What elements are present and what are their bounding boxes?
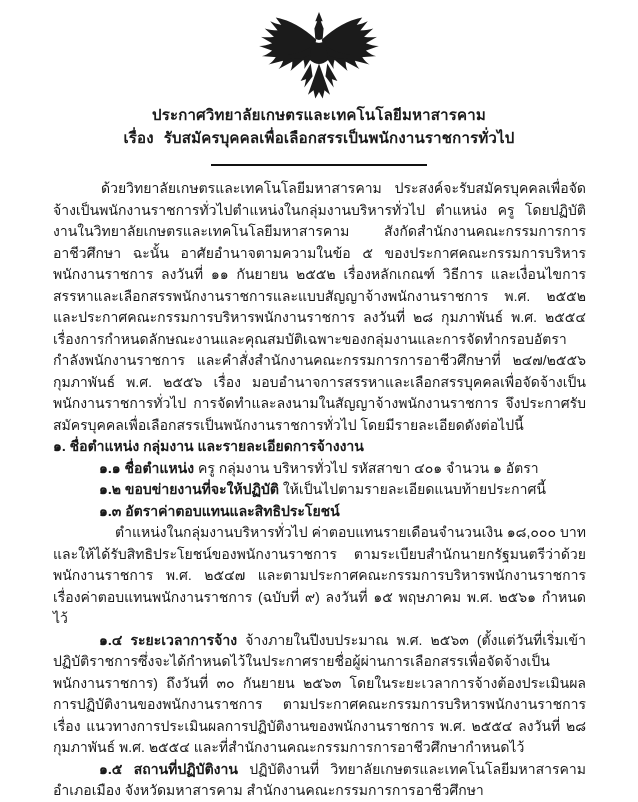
item-1-3-heading (53, 501, 586, 523)
item-1-5-label: ๑.๕ สถานที่ปฏิบัติงาน (99, 760, 238, 777)
title-divider-rule (211, 164, 427, 166)
item-1-4-text: จ้างภายในปีงบประมาณ พ.ศ. ๒๕๖๓ (ตั้งแต่วันที่เริ่มเข้าปฏิบัติราชการซึ่งจะได้กำหนดไว้ในประกาศรายชื่อผู้ผ่านการเลือกสรรเพื่อจัดจ้างเป็นพนักงานราชการ) ถึงวันที่ ๓๐ กันยายน ๒๕๖๓ โดยในระยะเวลาการจ้างต้องประเมินผลการปฏิบัติงานของพนักงานราชการ ตามประกาศคณะกรรมการบริหารพนักงานราชการ เรื่อง แนวทางการประเมินผลการปฏิบัติงานของพนักงานราชการ พ.ศ. ๒๕๕๔ ลงวันที่ ๒๘ กุมภาพันธ์ พ.ศ. ๒๕๕๔ และที่สำนักงานคณะกรรมการการอาชีวศึกษากำหนดไว้ (53, 631, 586, 755)
document-subject (0, 127, 638, 150)
item-1-2 (53, 479, 586, 501)
item-1-5 (53, 759, 586, 802)
item-1-2-label: ๑.๒ ขอบข่ายงานที่จะให้ปฏิบัติ (99, 481, 279, 497)
emblem-container (0, 12, 638, 104)
document-title: ประกาศวิทยาลัยเกษตรและเทคโนโลยีมหาสารคาม (152, 107, 486, 124)
item-1-1 (53, 458, 586, 480)
document-body (53, 178, 586, 802)
item-1-2-text: ให้เป็นไปตามรายละเอียดแนบท้ายประกาศนี้ (282, 481, 546, 497)
subject-text: รับสมัครบุคคลเพื่อเลือกสรรเป็นพนักงานราชการทั่วไป (163, 130, 515, 147)
item-1-1-text: ครู กลุ่มงาน บริหารทั่วไป รหัสสาขา ๔๐๑ จำนวน ๑ อัตรา (197, 459, 539, 476)
item-1-3-body: ตำแหน่งในกลุ่มงานบริหารทั่วไป ค่าตอบแทนรายเดือนจำนวนเงิน ๑๘,๐๐๐ บาท และให้ได้รับสิทธิประโยชน์ของพนักงานราชการ ตามระเบียบสำนักนายกรัฐมนตรีว่าด้วยพนักงานราชการ พ.ศ. ๒๕๔๗ และตามประกาศคณะกรรมการบริหารพนักงานราชการเรื่องค่าตอบแทนพนักงานราชการ (ฉบับที่ ๙) ลงวันที่ ๑๕ พฤษภาคม พ.ศ. ๒๕๖๑ กำหนดไว้ (53, 524, 586, 626)
item-1-4-label: ๑.๔ ระยะเวลาการจ้าง (99, 631, 238, 648)
item-1-3-label: ๑.๓ อัตราค่าตอบแทนและสิทธิประโยชน์ (99, 502, 340, 519)
intro-paragraph: ด้วยวิทยาลัยเกษตรและเทคโนโลยีมหาสารคาม ประสงค์จะรับสมัครบุคคลเพื่อจัดจ้างเป็นพนักงานราชการทั่วไปตำแหน่งในกลุ่มงานบริหารทั่วไป ตำแหน่ง ครู โดยปฏิบัติงานในวิทยาลัยเกษตรและเทคโนโลยีมหาสารคาม สังกัดสำนักงานคณะกรรมการการอาชีวศึกษา ฉะนั้น อาศัยอำนาจตามความในข้อ ๕ ของประกาศคณะกรรมการบริหารพนักงานราชการ ลงวันที่ ๑๑ กันยายน ๒๕๕๒ เรื่องหลักเกณฑ์ วิธีการ และเงื่อนไขการสรรหาและเลือกสรรพนักงานราชการและแบบสัญญาจ้างพนักงานราชการ พ.ศ. ๒๕๕๒ และประกาศคณะกรรมการบริหารพนักงานราชการ ลงวันที่ ๒๘ กุมภาพันธ์ พ.ศ. ๒๕๕๔ เรื่องการกำหนดลักษณะงานและคุณสมบัติเฉพาะของกลุ่มงานและการจัดทำกรอบอัตรากำลังพนักงานราชการ และคำสั่งสำนักงานคณะกรรมการการอาชีวศึกษาที่ ๒๔๗/๒๕๕๖ กุมภาพันธ์ พ.ศ. ๒๕๕๖ เรื่อง มอบอำนาจการสรรหาและเลือกสรรบุคคลเพื่อจัดจ้างเป็นพนักงานราชการทั่วไป การจัดทำและลงนามในสัญญาจ้างพนักงานราชการ จึงประกาศรับสมัครบุคคลเพื่อเลือกสรรเป็นพนักงานราชการทั่วไป โดยมีรายละเอียดดังต่อไปนี้ (53, 180, 586, 433)
item-1-5-text: ปฏิบัติงานที่ วิทยาลัยเกษตรและเทคโนโลยีมหาสารคาม อำเภอเมือง จังหวัดมหาสารคาม สำนักงานคณะกรรมการการอาชีวศึกษา (53, 760, 587, 798)
garuda-emblem-icon (244, 12, 394, 104)
item-1-1-label: ๑.๑ ชื่อตำแหน่ง (99, 459, 195, 476)
subject-label: เรื่อง (123, 130, 154, 147)
item-1-4 (53, 630, 586, 759)
section-1-heading: ๑. ชื่อตำแหน่ง กลุ่มงาน และรายละเอียดการจ้างงาน (53, 438, 364, 454)
